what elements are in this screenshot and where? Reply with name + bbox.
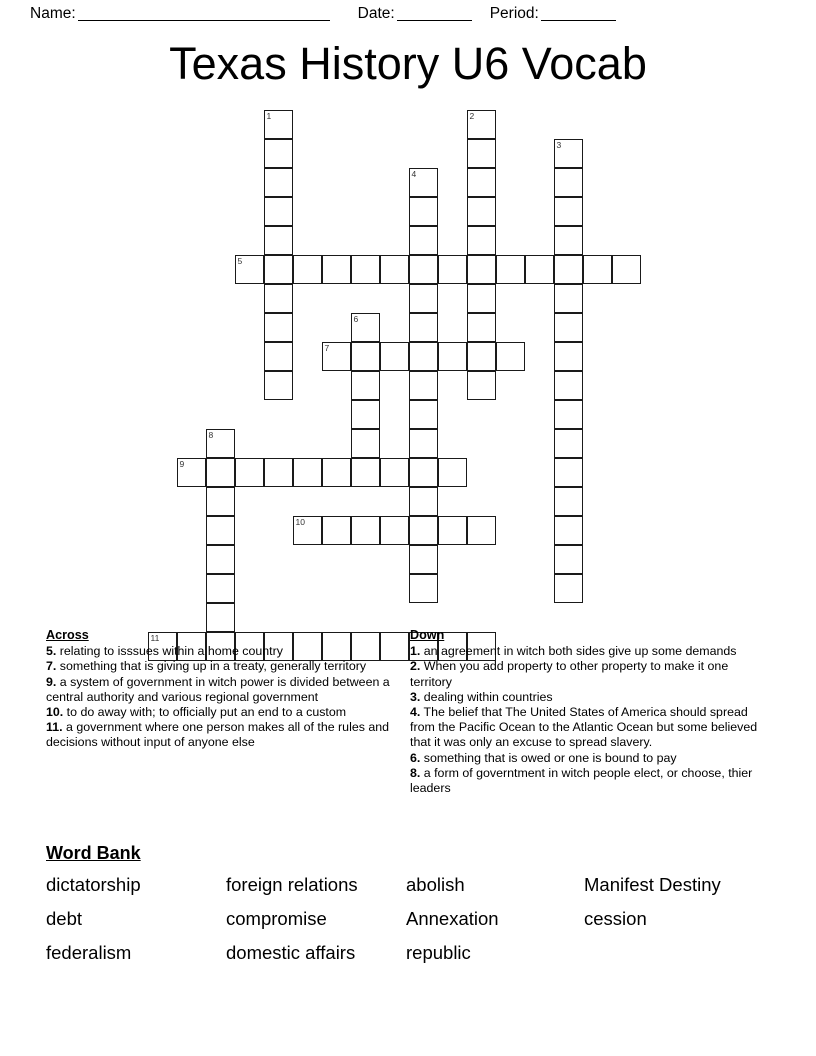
crossword-cell[interactable] bbox=[293, 458, 322, 487]
crossword-cell[interactable] bbox=[264, 313, 293, 342]
clue-across-10 bbox=[46, 705, 396, 720]
crossword-cell[interactable] bbox=[554, 371, 583, 400]
crossword-cell[interactable] bbox=[409, 400, 438, 429]
crossword-cell[interactable] bbox=[293, 516, 322, 545]
word-bank-item[interactable]: dictatorship bbox=[46, 874, 141, 895]
crossword-cell[interactable] bbox=[438, 342, 467, 371]
cell-number-7: 7 bbox=[324, 343, 330, 353]
crossword-cell[interactable] bbox=[554, 400, 583, 429]
word-bank-list bbox=[46, 871, 776, 967]
clue-across-7 bbox=[46, 659, 396, 674]
crossword-cell[interactable] bbox=[322, 342, 351, 371]
crossword-cell[interactable] bbox=[467, 226, 496, 255]
crossword-cell[interactable] bbox=[554, 226, 583, 255]
clue-text: The belief that The United States of America should spread from the Pacific Ocean to the Atlantic Ocean but some believed that it was only an excuse to spread slavery. bbox=[410, 705, 758, 750]
crossword-cell[interactable] bbox=[554, 516, 583, 545]
date-label: Date: bbox=[357, 5, 395, 22]
page-title: Texas History U6 Vocab bbox=[169, 38, 647, 89]
word-bank-item[interactable]: republic bbox=[406, 942, 471, 963]
crossword-cell[interactable] bbox=[206, 574, 235, 603]
crossword-cell[interactable] bbox=[554, 197, 583, 226]
crossword-cell[interactable] bbox=[467, 371, 496, 400]
clue-text: a government where one person makes all of the rules and decisions without input of anyone else bbox=[46, 720, 390, 750]
crossword-cell[interactable] bbox=[409, 429, 438, 458]
cell-number-9: 9 bbox=[179, 459, 185, 469]
clue-number: 6. bbox=[410, 750, 421, 765]
crossword-cell[interactable] bbox=[467, 516, 496, 545]
clue-number: 1. bbox=[410, 644, 421, 659]
crossword-cell[interactable] bbox=[351, 255, 380, 284]
crossword-cell[interactable] bbox=[380, 342, 409, 371]
crossword-cell[interactable] bbox=[351, 400, 380, 429]
clue-down-3 bbox=[410, 690, 768, 705]
crossword-cell[interactable] bbox=[409, 516, 438, 545]
clue-text: a system of government in witch power is divided between a central authority and various regional government bbox=[46, 674, 390, 704]
cell-number-8: 8 bbox=[208, 430, 214, 440]
crossword-cell[interactable] bbox=[467, 342, 496, 371]
crossword-cell[interactable] bbox=[467, 313, 496, 342]
crossword-cell[interactable] bbox=[235, 255, 264, 284]
crossword-cell[interactable] bbox=[409, 284, 438, 313]
cell-number-10: 10 bbox=[295, 517, 305, 527]
crossword-cell[interactable] bbox=[380, 458, 409, 487]
clue-number: 10. bbox=[46, 705, 64, 720]
crossword-cell[interactable] bbox=[351, 313, 380, 342]
clue-number: 3. bbox=[410, 689, 421, 704]
clue-text: something that is giving up in a treaty, generally territory bbox=[56, 659, 367, 674]
crossword-cell[interactable] bbox=[554, 574, 583, 603]
clue-text: dealing within countries bbox=[420, 689, 553, 704]
crossword-cell[interactable] bbox=[351, 429, 380, 458]
clue-text: relating to isssues within a home country bbox=[56, 644, 283, 659]
crossword-cell[interactable] bbox=[438, 255, 467, 284]
clue-across-5 bbox=[46, 644, 396, 659]
crossword-cell[interactable] bbox=[554, 545, 583, 574]
clue-down-4 bbox=[410, 705, 768, 751]
across-heading: Across bbox=[46, 628, 89, 642]
crossword-cell[interactable] bbox=[380, 516, 409, 545]
crossword-cell[interactable] bbox=[264, 168, 293, 197]
crossword-cell[interactable] bbox=[351, 342, 380, 371]
crossword-cell[interactable] bbox=[409, 313, 438, 342]
word-bank-item[interactable]: federalism bbox=[46, 942, 132, 963]
crossword-cell[interactable] bbox=[293, 255, 322, 284]
crossword-cell[interactable] bbox=[525, 255, 554, 284]
crossword-cell[interactable] bbox=[409, 545, 438, 574]
crossword-cell[interactable] bbox=[206, 487, 235, 516]
crossword-cell[interactable] bbox=[264, 139, 293, 168]
crossword-cell[interactable] bbox=[264, 284, 293, 313]
clue-number: 8. bbox=[410, 765, 421, 780]
crossword-cell[interactable] bbox=[554, 487, 583, 516]
down-clues-column bbox=[410, 628, 768, 796]
across-clues-column bbox=[46, 628, 396, 751]
clue-number: 11. bbox=[46, 720, 63, 735]
clue-number: 2. bbox=[410, 659, 421, 674]
crossword-cell[interactable] bbox=[409, 342, 438, 371]
crossword-cell[interactable] bbox=[322, 516, 351, 545]
cell-number-11: 11 bbox=[150, 633, 160, 643]
clue-number: 9. bbox=[46, 674, 57, 689]
crossword-cell[interactable] bbox=[264, 226, 293, 255]
period-label: Period: bbox=[489, 5, 539, 22]
clue-text: When you add property to other property to make it one territory bbox=[410, 659, 729, 689]
down-heading: Down bbox=[410, 628, 445, 642]
clues-section bbox=[46, 628, 770, 843]
clue-number: 5. bbox=[46, 644, 57, 659]
crossword-cell[interactable] bbox=[206, 516, 235, 545]
crossword-cell[interactable] bbox=[496, 342, 525, 371]
word-bank-item[interactable]: foreign relations bbox=[226, 874, 358, 895]
clue-down-6 bbox=[410, 751, 768, 766]
word-bank-item[interactable]: abolish bbox=[406, 874, 465, 895]
crossword-cell[interactable] bbox=[554, 313, 583, 342]
crossword-cell[interactable] bbox=[264, 197, 293, 226]
crossword-cell[interactable] bbox=[264, 110, 293, 139]
cell-number-2: 2 bbox=[469, 111, 475, 121]
crossword-cell[interactable] bbox=[409, 574, 438, 603]
crossword-cell[interactable] bbox=[409, 458, 438, 487]
crossword-cell[interactable] bbox=[206, 545, 235, 574]
clue-text: to do away with; to officially put an end to a custom bbox=[63, 705, 347, 720]
crossword-cell[interactable] bbox=[351, 371, 380, 400]
crossword-cell[interactable] bbox=[409, 168, 438, 197]
crossword-cell[interactable] bbox=[264, 371, 293, 400]
crossword-cell[interactable] bbox=[409, 487, 438, 516]
crossword-cell[interactable] bbox=[554, 429, 583, 458]
crossword-cell[interactable] bbox=[554, 342, 583, 371]
crossword-cell[interactable] bbox=[409, 226, 438, 255]
cell-number-5: 5 bbox=[237, 256, 243, 266]
crossword-cell[interactable] bbox=[380, 255, 409, 284]
crossword-cell[interactable] bbox=[467, 110, 496, 139]
word-bank-empty-slot bbox=[584, 939, 764, 967]
crossword-cell[interactable] bbox=[583, 255, 612, 284]
crossword-cell[interactable] bbox=[409, 197, 438, 226]
clue-across-9 bbox=[46, 675, 396, 705]
clue-number: 4. bbox=[410, 705, 421, 720]
clue-down-8 bbox=[410, 766, 768, 796]
cell-number-1: 1 bbox=[266, 111, 272, 121]
clue-text: an agreement in witch both sides give up some demands bbox=[420, 644, 737, 659]
word-bank-item[interactable]: Manifest Destiny bbox=[584, 874, 721, 895]
crossword-cell[interactable] bbox=[554, 284, 583, 313]
word-bank-item[interactable]: Annexation bbox=[406, 908, 499, 929]
clue-text: a form of governtment in witch people elect, or choose, thier leaders bbox=[410, 765, 753, 796]
crossword-cell[interactable] bbox=[177, 458, 206, 487]
crossword-cell[interactable] bbox=[264, 255, 293, 284]
clue-down-1 bbox=[410, 644, 768, 659]
word-bank-item[interactable]: domestic affairs bbox=[226, 942, 356, 963]
crossword-cell[interactable] bbox=[438, 458, 467, 487]
crossword-cell[interactable] bbox=[496, 255, 525, 284]
cell-number-4: 4 bbox=[411, 169, 417, 179]
clue-across-11 bbox=[46, 720, 396, 750]
word-bank-item[interactable]: compromise bbox=[226, 908, 327, 929]
word-bank-item[interactable]: cession bbox=[584, 908, 647, 929]
cell-number-6: 6 bbox=[353, 314, 359, 324]
crossword-cell[interactable] bbox=[467, 255, 496, 284]
crossword-cell[interactable] bbox=[264, 342, 293, 371]
crossword-cell[interactable] bbox=[322, 255, 351, 284]
crossword-cell[interactable] bbox=[438, 516, 467, 545]
crossword-cell[interactable] bbox=[467, 168, 496, 197]
crossword-cell[interactable] bbox=[467, 139, 496, 168]
crossword-cell[interactable] bbox=[351, 458, 380, 487]
clue-number: 7. bbox=[46, 659, 57, 674]
crossword-cell[interactable] bbox=[554, 458, 583, 487]
crossword-cell[interactable] bbox=[612, 255, 641, 284]
clue-down-2 bbox=[410, 659, 768, 689]
crossword-cell[interactable] bbox=[554, 139, 583, 168]
word-bank-item[interactable]: debt bbox=[46, 908, 83, 929]
crossword-cell[interactable] bbox=[351, 516, 380, 545]
cell-number-3: 3 bbox=[556, 140, 562, 150]
crossword-cell[interactable] bbox=[235, 458, 264, 487]
crossword-cell[interactable] bbox=[206, 458, 235, 487]
crossword-cell[interactable] bbox=[264, 458, 293, 487]
word-bank-heading: Word Bank bbox=[46, 843, 141, 863]
crossword-cell[interactable] bbox=[409, 371, 438, 400]
crossword-cell[interactable] bbox=[206, 429, 235, 458]
crossword-cell[interactable] bbox=[409, 255, 438, 284]
crossword-cell[interactable] bbox=[554, 255, 583, 284]
crossword-cell[interactable] bbox=[467, 197, 496, 226]
crossword-cell[interactable] bbox=[554, 168, 583, 197]
clue-text: something that is owed or one is bound to pay bbox=[420, 750, 677, 765]
crossword-cell[interactable] bbox=[322, 458, 351, 487]
crossword-cell[interactable] bbox=[467, 284, 496, 313]
name-label: Name: bbox=[30, 5, 76, 22]
word-bank-section bbox=[46, 843, 776, 967]
